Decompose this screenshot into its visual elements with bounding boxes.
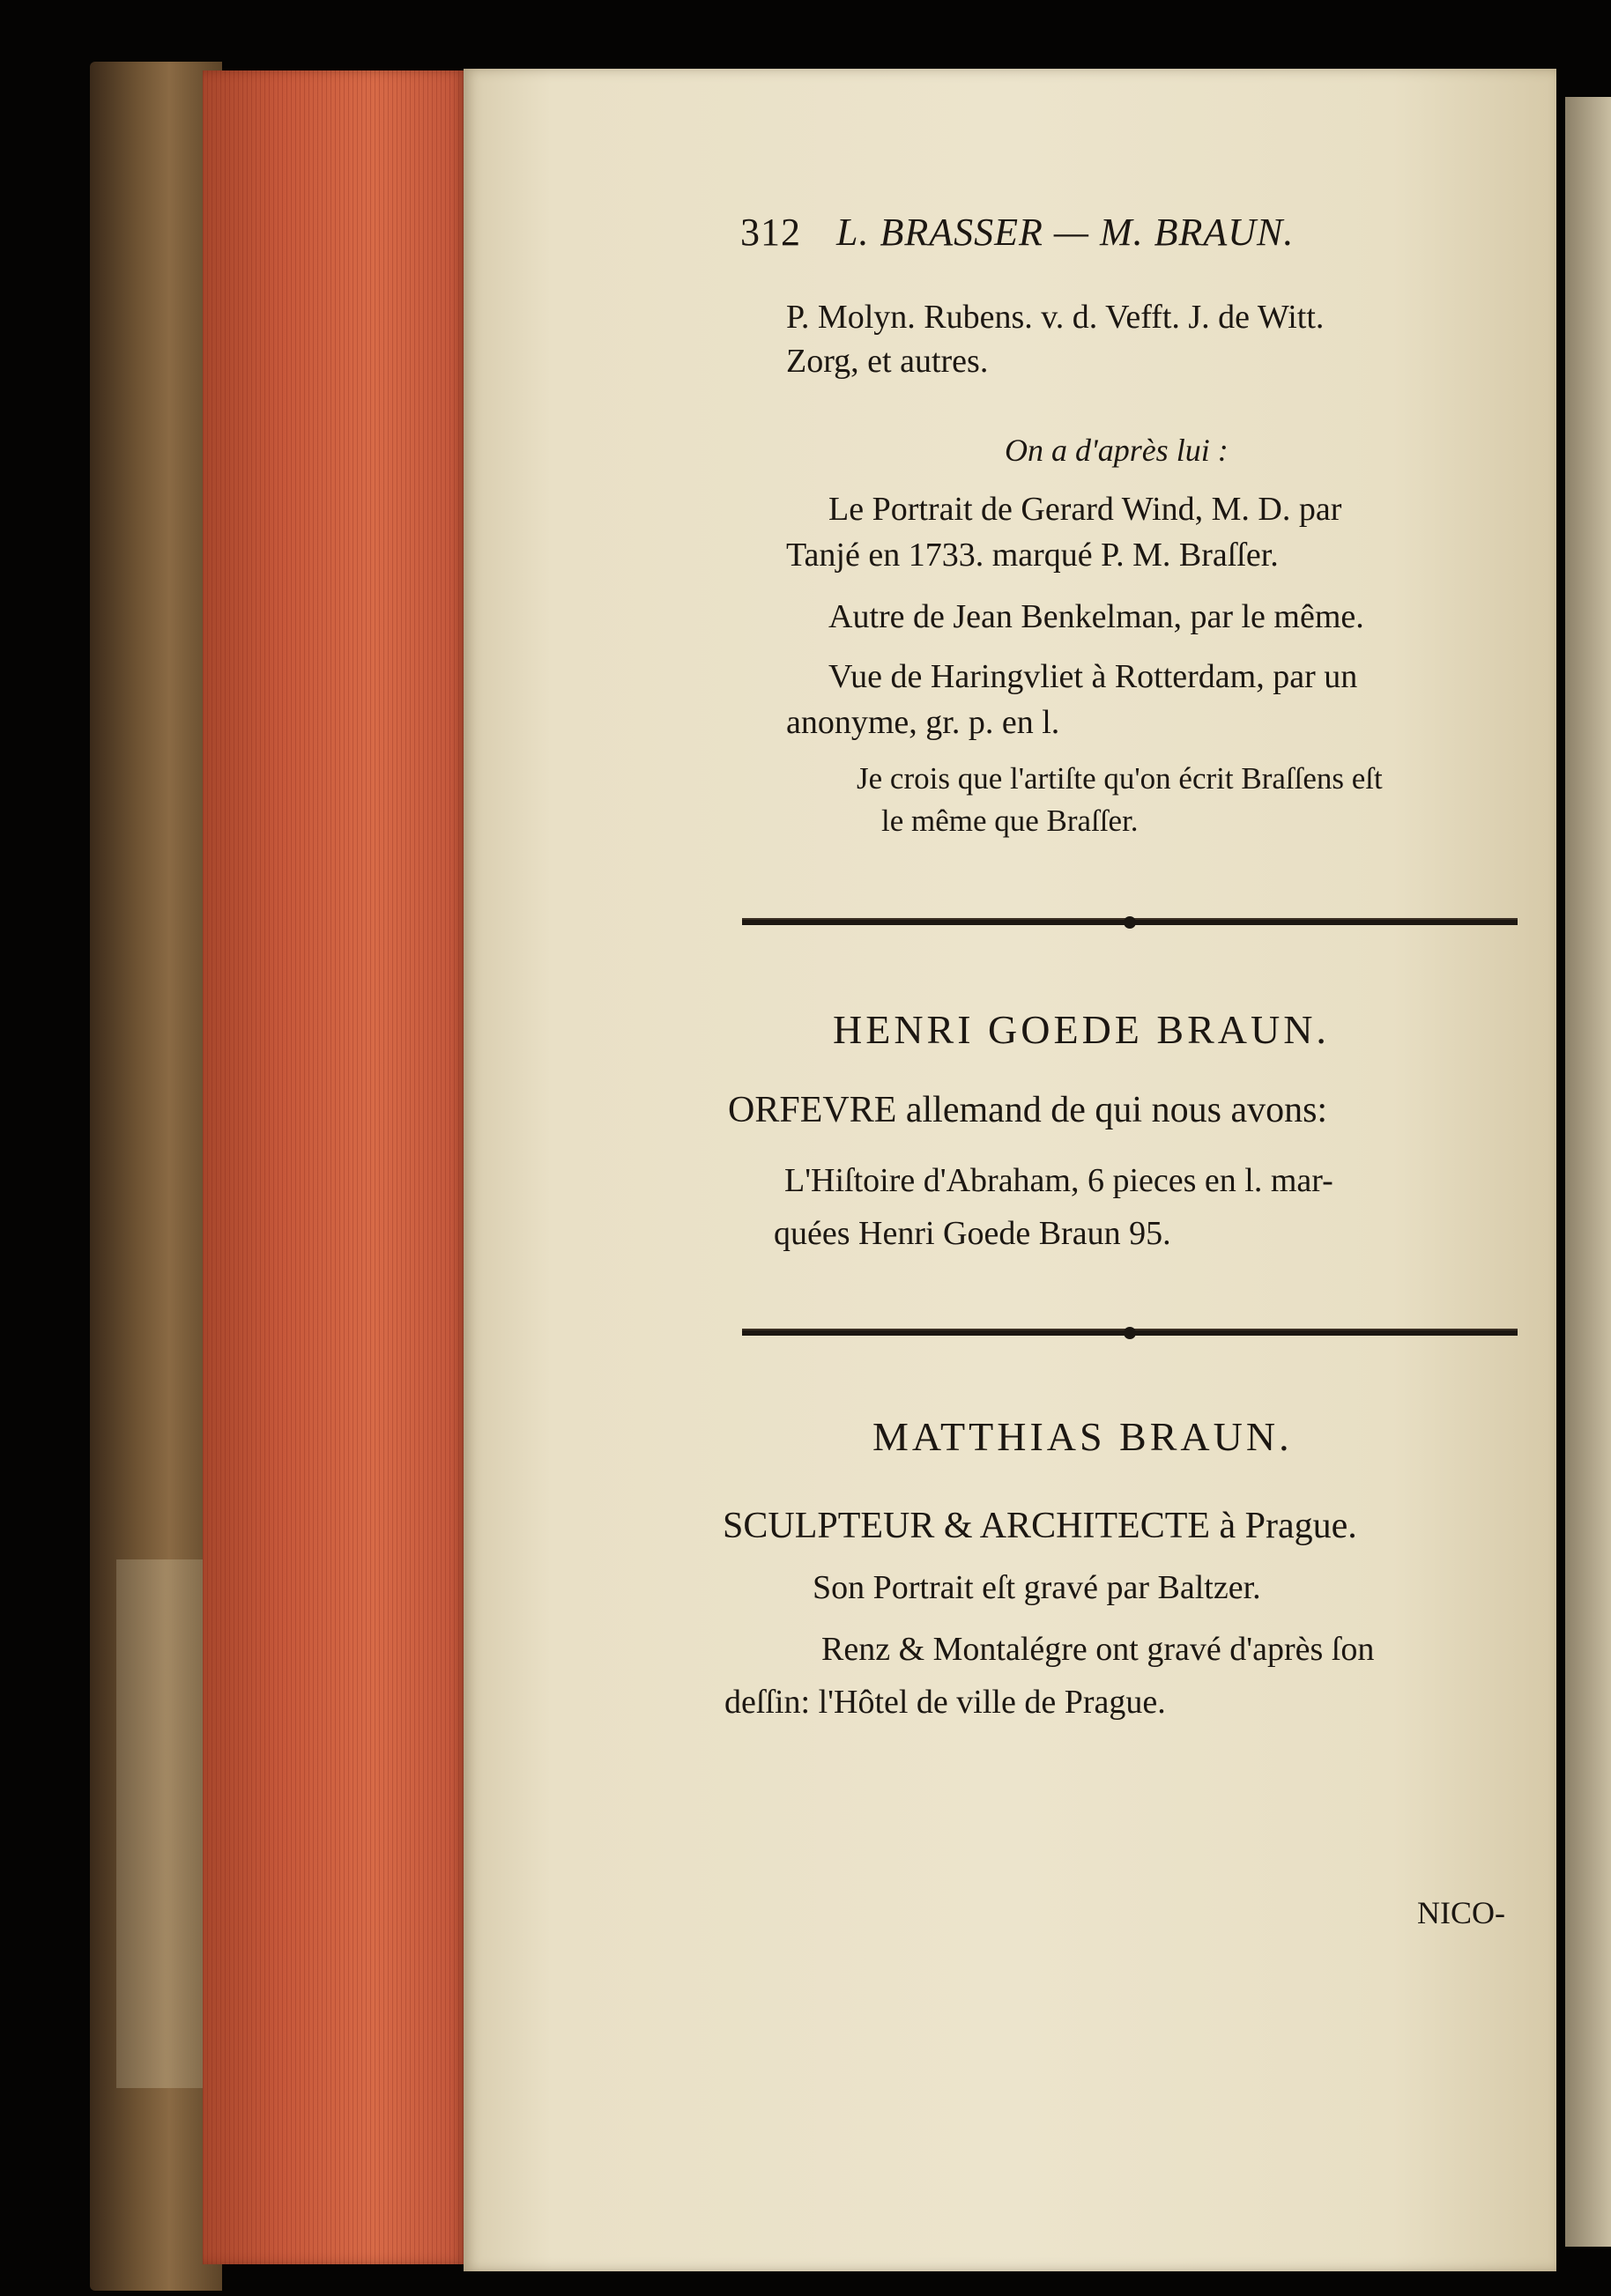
page-edges xyxy=(203,70,467,2264)
running-head xyxy=(740,210,1294,255)
section-heading-matthias-braun: MATTHIAS BRAUN. xyxy=(872,1414,1293,1459)
section-heading-henri-goede-braun: HENRI GOEDE BRAUN. xyxy=(833,1007,1330,1052)
artist-list-line-1: P. Molyn. Rubens. v. d. Vefft. J. de Witt. xyxy=(786,299,1325,336)
entry-2: Autre de Jean Benkelman, par le même. xyxy=(828,598,1364,635)
section-3-entry-2-line-2: deſſin: l'Hôtel de ville de Prague. xyxy=(724,1684,1166,1721)
ornamental-rule xyxy=(742,1327,1518,1339)
section-3-entry-1: Son Portrait eſt gravé par Baltzer. xyxy=(813,1569,1261,1606)
entry-3-line-2: anonyme, gr. p. en l. xyxy=(786,704,1060,741)
facing-page-edge xyxy=(1565,97,1611,2247)
subheading: On a d'après lui : xyxy=(1005,433,1229,468)
entry-3-line-1: Vue de Haringvliet à Rotterdam, par un xyxy=(828,658,1358,695)
section-3-intro: SCULPTEUR & ARCHITECTE à Prague. xyxy=(723,1506,1357,1546)
entry-1-line-1: Le Portrait de Gerard Wind, M. D. par xyxy=(828,491,1342,528)
section-3-entry-2-line-1: Renz & Montalégre ont gravé d'après ſon xyxy=(821,1631,1375,1668)
entry-1-line-2: Tanjé en 1733. marqué P. M. Braſſer. xyxy=(786,537,1279,574)
page-number: 312 xyxy=(740,211,801,254)
running-title: L. BRASSER — M. BRAUN. xyxy=(836,211,1295,254)
section-2-entry-line-2: quées Henri Goede Braun 95. xyxy=(774,1215,1171,1252)
artist-list-line-2: Zorg, et autres. xyxy=(786,343,989,380)
note-line-2: le même que Braſſer. xyxy=(881,804,1139,838)
note-line-1: Je crois que l'artiſte qu'on écrit Braſſens eſt xyxy=(857,761,1383,796)
ornamental-rule xyxy=(742,916,1518,929)
section-2-entry-line-1: L'Hiſtoire d'Abraham, 6 pieces en l. mar- xyxy=(784,1162,1333,1199)
section-2-intro: ORFEVRE allemand de qui nous avons: xyxy=(728,1090,1328,1130)
catchword: NICO- xyxy=(1417,1895,1505,1930)
